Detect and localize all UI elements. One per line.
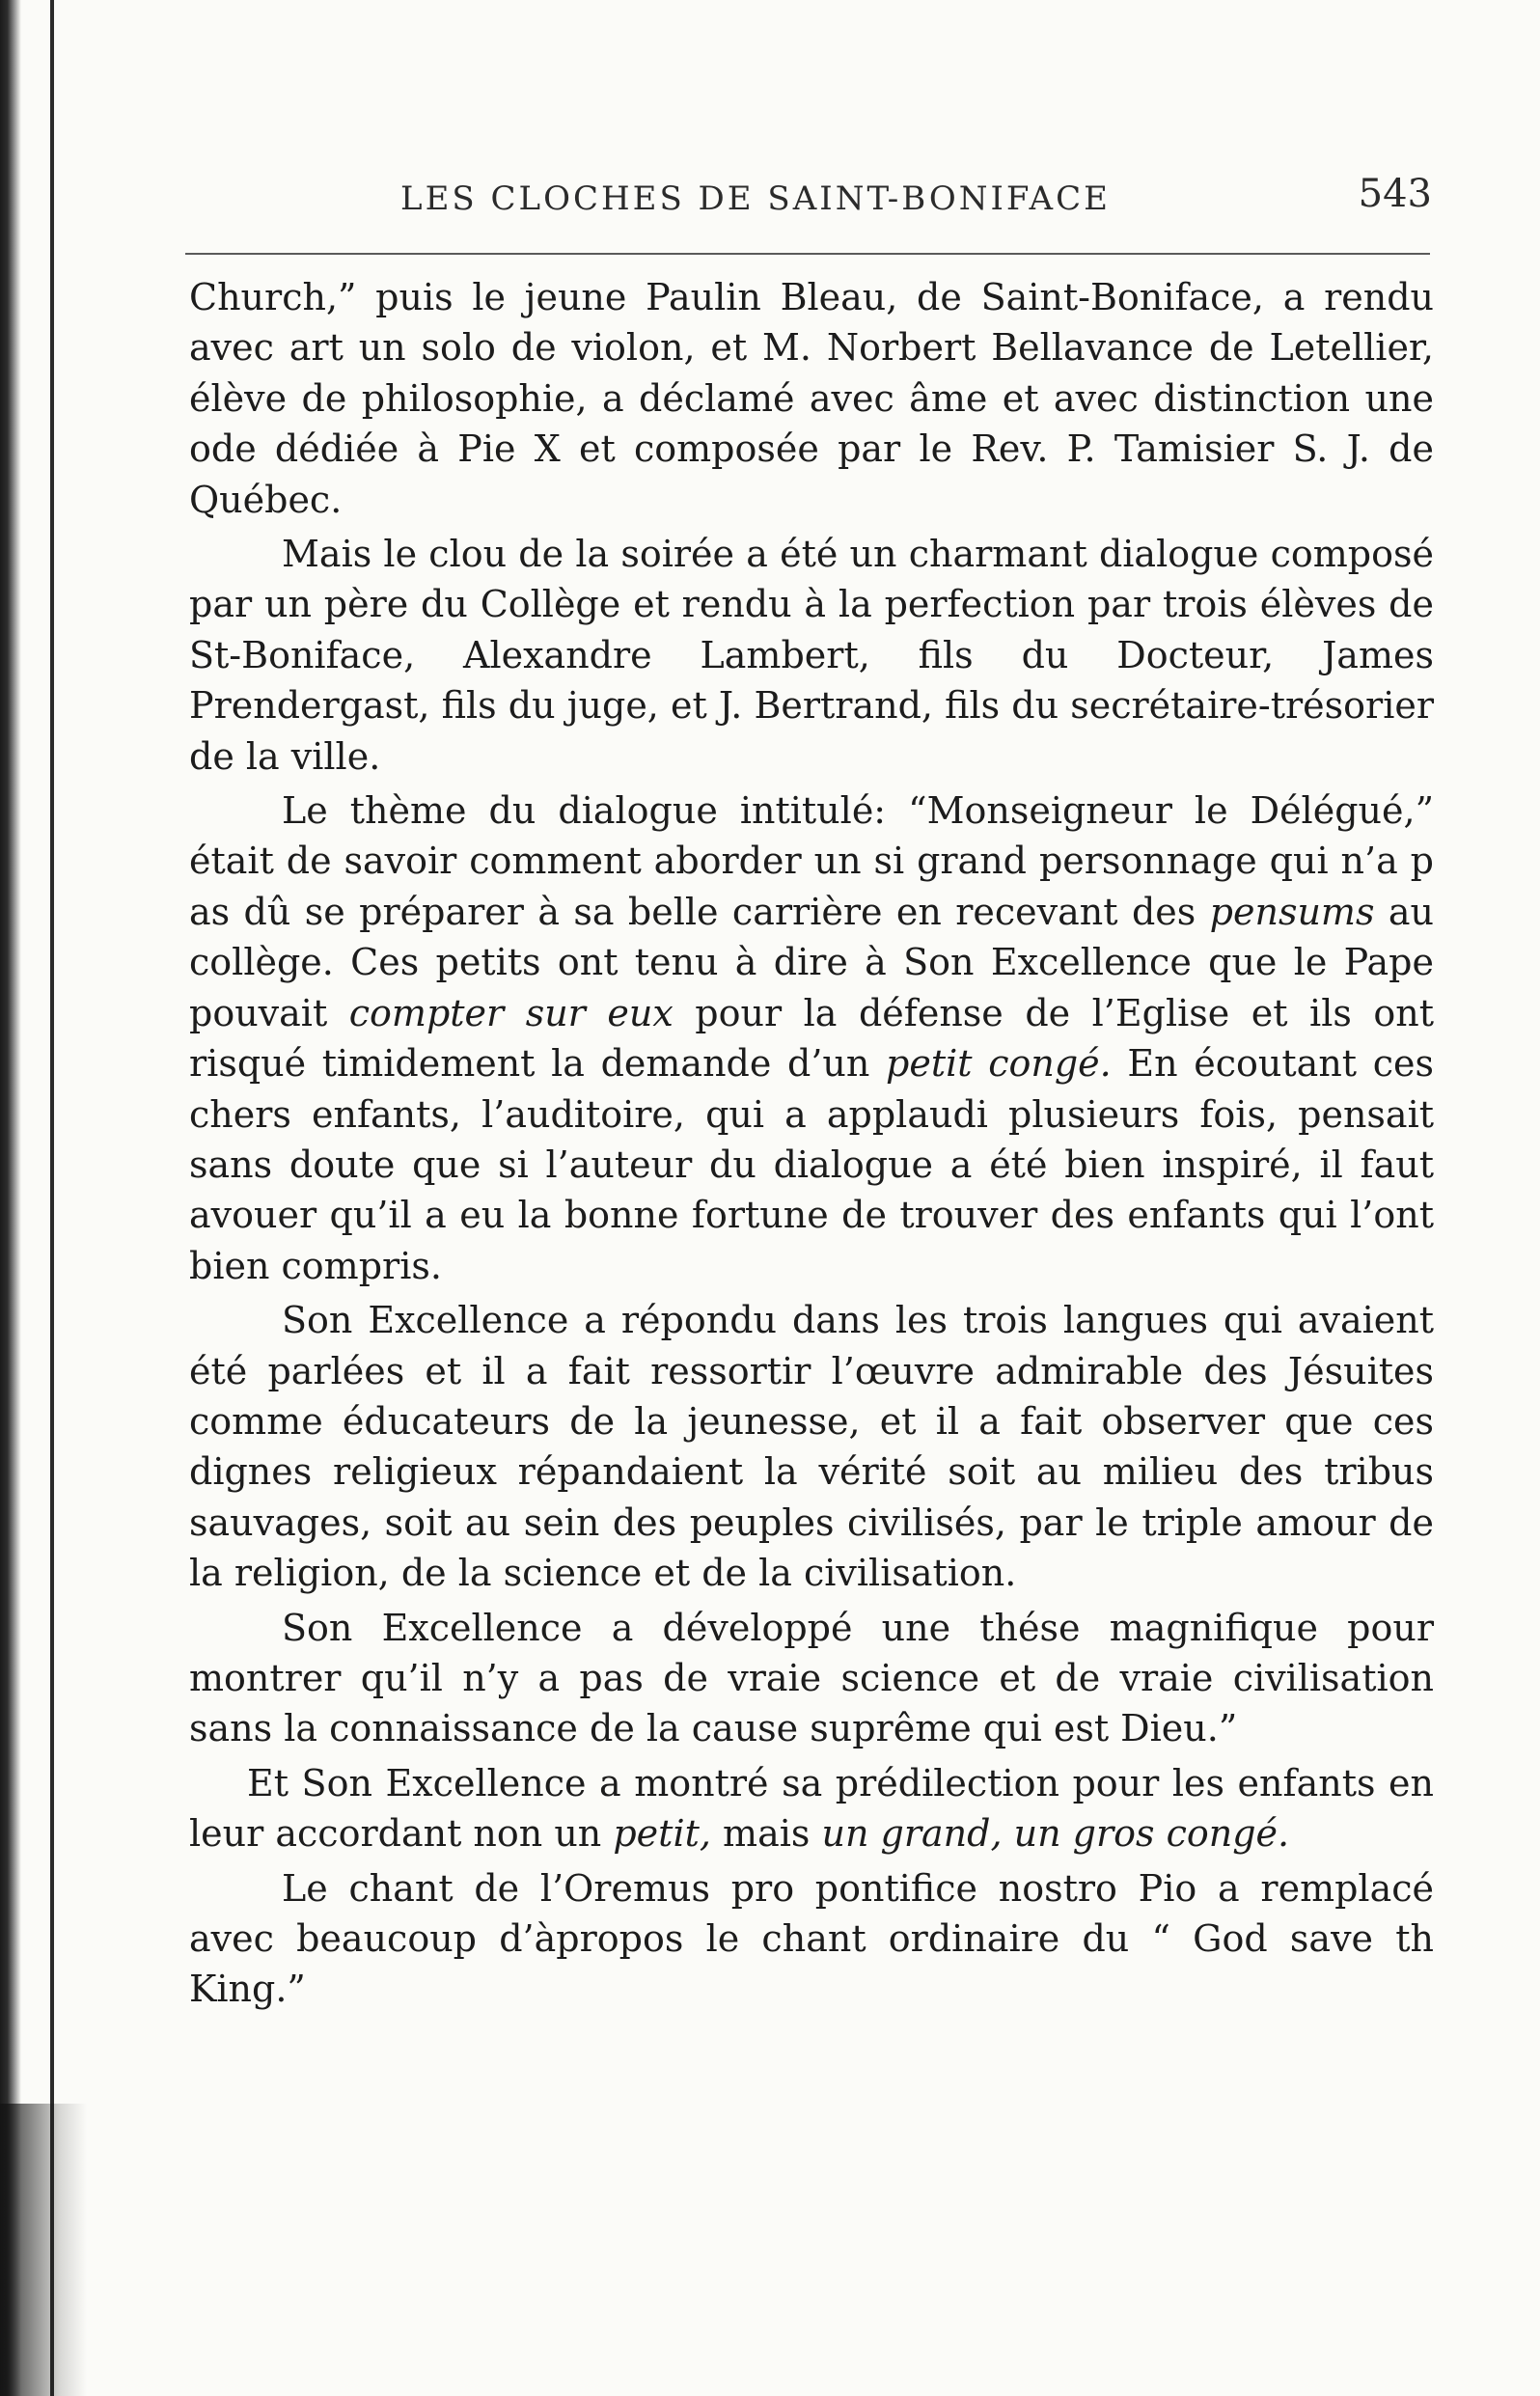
page-header xyxy=(193,172,1438,230)
running-title: LES CLOCHES DE SAINT-BONIFACE xyxy=(400,179,1111,218)
page-spine-edge xyxy=(0,0,21,2396)
paragraph-3 xyxy=(189,785,1434,1291)
italic-pensums: pensums xyxy=(1209,890,1375,933)
page-number: 543 xyxy=(1358,172,1432,216)
page-spine-line xyxy=(50,0,54,2396)
paragraph-4: Son Excellence a répondu dans les trois langues qui avaient été parlées et il a fait ressortir l’œuvre admirable des Jésuites comme éducateurs de la jeunesse, et il a fait observer que ces dignes religieux répandaient la vérité soit au milieu des tribus sauvages, soit au sein des peuples civilisés, par le triple amour de la religion, de la science et de la civilisation. xyxy=(189,1299,1434,1595)
paragraph-1: Church,” puis le jeune Paulin Bleau, de Saint-Boniface, a rendu avec art un solo de violon, et M. Norbert Bellavance de Letellier, élève de philosophie, a déclamé avec âme et avec distinction une ode dédiée à Pie X et composée par le Rev. P. Tamisier S. J. de Québec. xyxy=(189,276,1434,521)
italic-petit-conge: petit congé. xyxy=(886,1042,1112,1086)
paragraph-6-part-1: Et Son Excellence a montré sa prédilection pour les enfants en leur accordant non un xyxy=(189,1761,1434,1856)
paragraph-6 xyxy=(189,1758,1434,1859)
paragraph-7: Le chant de l’Oremus pro pontifice nostro Pio a remplacé avec beaucoup d’àpropos le chant ordinaire du “ God save th King.” xyxy=(189,1866,1434,2011)
italic-compter-sur-eux: compter sur eux xyxy=(348,991,674,1034)
paragraph-3-part-2: au collège. Ces petits ont tenu à dire à Son Excellence que le Pape pouvait xyxy=(189,890,1434,1034)
paragraph-2: Mais le clou de la soirée a été un charmant dialogue composé par un père du Collège et rendu à la perfection par trois élèves de St-Boniface, Alexandre Lambert, fils du Docteur, James Prendergast, fils du juge, et J. Bertrand, fils du secrétaire-trésorier de la ville. xyxy=(189,533,1434,778)
body-text xyxy=(189,272,1434,2019)
paragraph-6-part-2: mais xyxy=(710,1812,822,1856)
paragraph-3-part-4: En écoutant ces chers enfants, l’auditoire, qui a applaudi plusieurs fois, pensait sans doute que si l’auteur du dialogue a été bien inspiré, il faut avouer qu’il a eu la bonne fortune de trouver des enfants qui l’ont bien compris. xyxy=(189,1042,1435,1287)
paragraph-5: Son Excellence a développé une thése magnifique pour montrer qu’il n’y a pas de vraie science et de vraie civilisation sans la connaissance de la cause suprême qui est Dieu.” xyxy=(189,1606,1434,1750)
paragraph-3-part-1: Le thème du dialogue intitulé: “Monseigneur le Délégué,” était de savoir comment aborder un si grand personnage qui n’a p as dû se préparer à sa belle carrière en recevant des xyxy=(189,789,1434,933)
paragraph-3-part-3: pour la défense de l’Eglise et ils ont risqué timidement la demande d’un xyxy=(189,991,1434,1086)
italic-petit: petit, xyxy=(613,1812,711,1856)
header-rule xyxy=(185,253,1430,255)
page-corner-shadow xyxy=(0,2104,87,2396)
italic-grand-conge: un grand, un gros congé. xyxy=(821,1812,1290,1856)
